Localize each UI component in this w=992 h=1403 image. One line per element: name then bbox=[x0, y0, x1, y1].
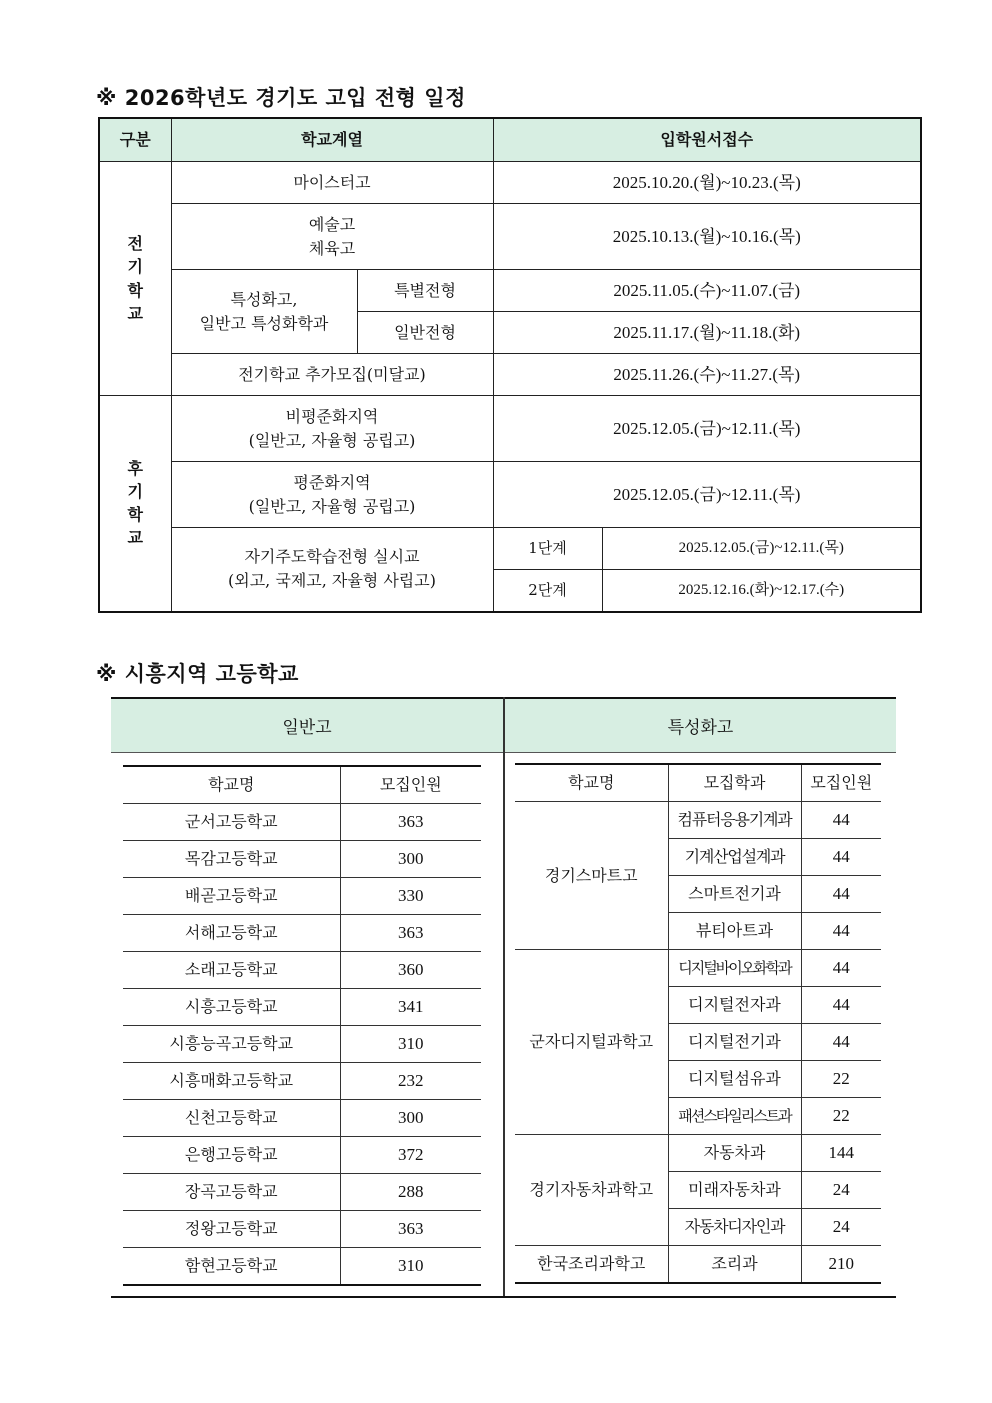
general-school-row bbox=[123, 1211, 481, 1248]
specialized-school-table bbox=[515, 763, 881, 1284]
general-school-name: 시흥고등학교 bbox=[123, 989, 340, 1026]
early-school-vertical-label bbox=[100, 232, 171, 325]
general-school-name: 배곧고등학교 bbox=[123, 878, 340, 915]
special-dept-quota: 44 bbox=[801, 913, 881, 950]
vertical-label-char: 후 bbox=[127, 458, 143, 478]
vertical-label-char: 기 bbox=[127, 482, 143, 502]
general-header-quota: 모집인원 bbox=[340, 766, 481, 804]
header-school-type: 학교계열 bbox=[171, 118, 493, 162]
general-school-name: 군서고등학교 bbox=[123, 804, 340, 841]
vertical-label-char: 교 bbox=[127, 528, 143, 548]
general-admission-label: 일반전형 bbox=[357, 312, 493, 354]
late-school-vertical-label bbox=[100, 457, 171, 550]
general-school-quota: 310 bbox=[340, 1026, 481, 1063]
special-dept-name: 스마트전기과 bbox=[668, 876, 801, 913]
general-school-quota: 310 bbox=[340, 1248, 481, 1286]
special-dept-name: 뷰티아트과 bbox=[668, 913, 801, 950]
special-dept-name: 자동차과 bbox=[668, 1135, 801, 1172]
self-directed-name-1: 자기주도학습전형 실시교 bbox=[244, 547, 420, 567]
general-admission-date: 2025.11.17.(월)~11.18.(화) bbox=[493, 312, 921, 354]
general-school-name: 시흥매화고등학교 bbox=[123, 1063, 340, 1100]
general-table-body bbox=[123, 804, 481, 1286]
schedule-row bbox=[99, 462, 921, 528]
arts-date: 2025.10.13.(월)~10.16.(목) bbox=[493, 204, 921, 270]
general-school-quota: 232 bbox=[340, 1063, 481, 1100]
special-dept-row bbox=[515, 1135, 881, 1172]
arts-name-1: 예술고 bbox=[308, 214, 356, 234]
special-dept-quota: 44 bbox=[801, 802, 881, 839]
special-dept-row bbox=[515, 950, 881, 987]
general-school-quota: 372 bbox=[340, 1137, 481, 1174]
special-dept-name: 디지털바이오화학과 bbox=[668, 950, 801, 987]
schedule-row bbox=[99, 354, 921, 396]
general-school-row bbox=[123, 1174, 481, 1211]
admission-schedule-table bbox=[98, 117, 922, 613]
special-dept-quota: 210 bbox=[801, 1246, 881, 1284]
header-application: 입학원서접수 bbox=[493, 118, 921, 162]
general-school-row bbox=[123, 841, 481, 878]
special-dept-quota: 22 bbox=[801, 1061, 881, 1098]
special-header-name: 학교명 bbox=[515, 764, 668, 802]
non-equal-date: 2025.12.05.(금)~12.11.(목) bbox=[493, 396, 921, 462]
schedule-row bbox=[99, 162, 921, 204]
special-dept-quota: 24 bbox=[801, 1172, 881, 1209]
special-dept-name: 디지털전자과 bbox=[668, 987, 801, 1024]
schedule-row bbox=[99, 270, 921, 312]
special-dept-name: 디지털섬유과 bbox=[668, 1061, 801, 1098]
special-dept-quota: 24 bbox=[801, 1209, 881, 1246]
special-school-name: 한국조리과학고 bbox=[515, 1246, 668, 1284]
special-table-body bbox=[515, 802, 881, 1284]
special-school-name: 경기자동차과학고 bbox=[515, 1135, 668, 1246]
specialized-name-1: 특성화고, bbox=[230, 289, 298, 309]
special-dept-name: 패션스타일리스트과 bbox=[668, 1098, 801, 1135]
special-dept-name: 컴퓨터응용기계과 bbox=[668, 802, 801, 839]
schedule-row bbox=[99, 204, 921, 270]
vertical-label-char: 기 bbox=[127, 257, 143, 277]
section1-title: ※ 2026학년도 경기도 고입 전형 일정 bbox=[96, 86, 466, 110]
vertical-label-char: 학 bbox=[127, 505, 143, 525]
arts-name-2: 체육고 bbox=[308, 238, 356, 258]
section-bottom-rule bbox=[111, 1296, 896, 1298]
general-header-name: 학교명 bbox=[123, 766, 340, 804]
meister-date: 2025.10.20.(월)~10.23.(목) bbox=[493, 162, 921, 204]
stage1-date: 2025.12.05.(금)~12.11.(목) bbox=[602, 528, 921, 570]
general-school-name: 장곡고등학교 bbox=[123, 1174, 340, 1211]
general-school-row bbox=[123, 915, 481, 952]
schedule-row bbox=[99, 528, 921, 570]
stage2-label: 2단계 bbox=[493, 570, 602, 612]
vertical-label-char: 전 bbox=[127, 234, 143, 254]
equal-name-2: (일반고, 자율형 공립고) bbox=[248, 496, 416, 516]
general-school-quota: 330 bbox=[340, 878, 481, 915]
general-school-name: 서해고등학교 bbox=[123, 915, 340, 952]
general-school-quota: 288 bbox=[340, 1174, 481, 1211]
schedule-row bbox=[99, 396, 921, 462]
non-equal-name bbox=[171, 396, 493, 462]
special-dept-quota: 22 bbox=[801, 1098, 881, 1135]
general-school-name: 시흥능곡고등학교 bbox=[123, 1026, 340, 1063]
general-school-row bbox=[123, 1137, 481, 1174]
equal-date: 2025.12.05.(금)~12.11.(목) bbox=[493, 462, 921, 528]
additional-name: 전기학교 추가모집(미달교) bbox=[171, 354, 493, 396]
special-header-row bbox=[515, 764, 881, 802]
specialized-school-band: 특성화고 bbox=[505, 697, 896, 753]
general-school-row bbox=[123, 1100, 481, 1137]
general-school-name: 정왕고등학교 bbox=[123, 1211, 340, 1248]
additional-date: 2025.11.26.(수)~11.27.(목) bbox=[493, 354, 921, 396]
special-dept-row bbox=[515, 1246, 881, 1284]
special-dept-name: 미래자동차과 bbox=[668, 1172, 801, 1209]
special-admission-label: 특별전형 bbox=[357, 270, 493, 312]
general-header-row bbox=[123, 766, 481, 804]
general-school-row bbox=[123, 952, 481, 989]
non-equal-name-2: (일반고, 자율형 공립고) bbox=[248, 430, 416, 450]
general-school-name: 은행고등학교 bbox=[123, 1137, 340, 1174]
general-school-row bbox=[123, 878, 481, 915]
general-school-quota: 363 bbox=[340, 915, 481, 952]
general-school-table bbox=[123, 765, 481, 1286]
self-directed-name bbox=[171, 528, 493, 612]
general-school-quota: 341 bbox=[340, 989, 481, 1026]
equal-name-1: 평준화지역 bbox=[293, 472, 371, 492]
general-school-band: 일반고 bbox=[111, 697, 503, 753]
special-school-name: 군자디지털과학고 bbox=[515, 950, 668, 1135]
general-school-quota: 360 bbox=[340, 952, 481, 989]
general-school-quota: 300 bbox=[340, 1100, 481, 1137]
general-school-quota: 363 bbox=[340, 804, 481, 841]
section2-title: ※ 시흥지역 고등학교 bbox=[96, 662, 299, 686]
general-school-row bbox=[123, 1248, 481, 1286]
non-equal-name-1: 비평준화지역 bbox=[285, 406, 379, 426]
special-dept-row bbox=[515, 802, 881, 839]
special-dept-name: 디지털전기과 bbox=[668, 1024, 801, 1061]
specialized-name-2: 일반고 특성화학과 bbox=[199, 313, 329, 333]
general-school-row bbox=[123, 989, 481, 1026]
general-school-quota: 300 bbox=[340, 841, 481, 878]
header-category: 구분 bbox=[99, 118, 171, 162]
special-admission-date: 2025.11.05.(수)~11.07.(금) bbox=[493, 270, 921, 312]
special-dept-quota: 44 bbox=[801, 1024, 881, 1061]
general-school-name: 신천고등학교 bbox=[123, 1100, 340, 1137]
special-dept-quota: 44 bbox=[801, 839, 881, 876]
specialized-name bbox=[171, 270, 357, 354]
special-dept-quota: 44 bbox=[801, 987, 881, 1024]
early-school-label bbox=[99, 162, 171, 396]
special-dept-name: 자동차디자인과 bbox=[668, 1209, 801, 1246]
schedule-header-row bbox=[99, 118, 921, 162]
vertical-label-char: 교 bbox=[127, 303, 143, 323]
special-dept-name: 기계산업설계과 bbox=[668, 839, 801, 876]
general-school-quota: 363 bbox=[340, 1211, 481, 1248]
stage2-date: 2025.12.16.(화)~12.17.(수) bbox=[602, 570, 921, 612]
general-school-row bbox=[123, 1026, 481, 1063]
special-header-quota: 모집인원 bbox=[801, 764, 881, 802]
general-school-name: 목감고등학교 bbox=[123, 841, 340, 878]
general-school-name: 함현고등학교 bbox=[123, 1248, 340, 1286]
general-school-row bbox=[123, 804, 481, 841]
special-dept-quota: 44 bbox=[801, 876, 881, 913]
arts-name bbox=[171, 204, 493, 270]
special-dept-quota: 144 bbox=[801, 1135, 881, 1172]
self-directed-name-2: (외고, 국제고, 자율형 사립고) bbox=[228, 571, 436, 591]
late-school-label bbox=[99, 396, 171, 612]
equal-name bbox=[171, 462, 493, 528]
stage1-label: 1단계 bbox=[493, 528, 602, 570]
vertical-label-char: 학 bbox=[127, 280, 143, 300]
special-dept-name: 조리과 bbox=[668, 1246, 801, 1284]
general-school-row bbox=[123, 1063, 481, 1100]
section-divider bbox=[503, 697, 505, 1297]
meister-name: 마이스터고 bbox=[171, 162, 493, 204]
special-school-name: 경기스마트고 bbox=[515, 802, 668, 950]
special-dept-quota: 44 bbox=[801, 950, 881, 987]
special-header-dept: 모집학과 bbox=[668, 764, 801, 802]
general-school-name: 소래고등학교 bbox=[123, 952, 340, 989]
